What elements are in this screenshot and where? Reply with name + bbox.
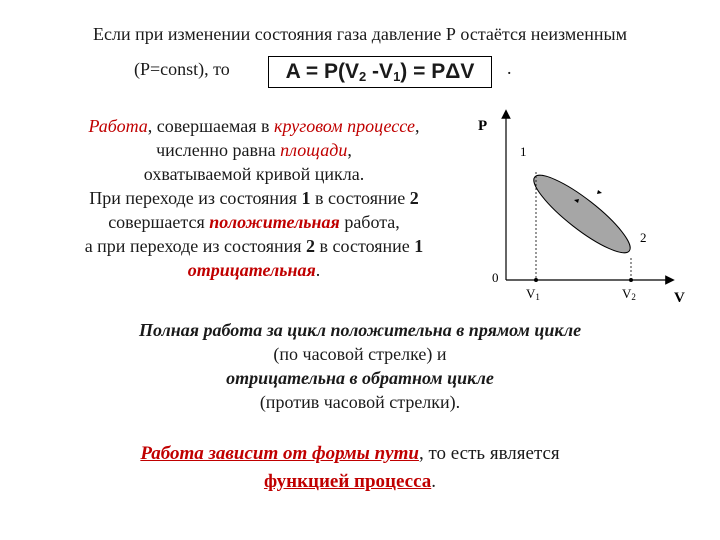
cycle-ellipse bbox=[525, 165, 638, 263]
para-text: . bbox=[315, 260, 321, 280]
term-area: площади bbox=[280, 140, 348, 160]
para-text: в состояние bbox=[315, 236, 415, 256]
para-line-4 bbox=[26, 186, 482, 210]
para-text: , совершаемая в bbox=[147, 116, 275, 136]
bottom1-line-4: (против часовой стрелки). bbox=[259, 392, 461, 412]
term-negative: отрицательная bbox=[187, 260, 316, 280]
state-2-label: 2 bbox=[640, 230, 647, 245]
para-text: . bbox=[431, 471, 437, 492]
v2-label: V2 bbox=[622, 286, 636, 302]
para-line-6 bbox=[26, 234, 482, 258]
upper-arrow-icon bbox=[597, 190, 602, 194]
term-circular-process: круговом процессе bbox=[274, 116, 416, 136]
formula-part-a: A = P(V bbox=[285, 60, 359, 83]
para-line-1 bbox=[26, 114, 482, 138]
bottom2-line-1 bbox=[70, 440, 630, 468]
para-text: совершается bbox=[108, 212, 210, 232]
para-line-3: охватываемой кривой цикла. bbox=[143, 164, 365, 184]
formula-sub-1: 1 bbox=[393, 69, 401, 84]
para-text: При переходе из состояния bbox=[89, 188, 302, 208]
para-text: в состояние bbox=[310, 188, 410, 208]
para-text: , то есть является bbox=[418, 443, 560, 464]
para-line-2 bbox=[26, 138, 482, 162]
process-function-paragraph bbox=[70, 440, 630, 496]
header-line-2: (Р=const), то bbox=[134, 59, 230, 79]
term-path-dependence: Работа зависит от формы пути bbox=[140, 443, 419, 464]
v1-label: V1 bbox=[526, 286, 540, 302]
state-number: 1 bbox=[414, 236, 424, 256]
term-positive: положительная bbox=[209, 212, 340, 232]
state-number: 2 bbox=[306, 236, 316, 256]
cycle-sign-paragraph bbox=[60, 318, 660, 414]
para-text: , bbox=[347, 140, 352, 160]
x-axis-label: V bbox=[674, 290, 685, 306]
v2-point bbox=[629, 278, 633, 282]
header-line-1: Если при изменении состояния газа давление Р остаётся неизменным bbox=[92, 24, 627, 44]
term-work: Работа bbox=[88, 116, 148, 136]
formula-part-end: ) = PΔV bbox=[400, 60, 475, 83]
formula-sub-2: 2 bbox=[358, 69, 367, 84]
v1-point bbox=[534, 278, 538, 282]
trailing-dot: . bbox=[507, 58, 512, 78]
bottom1-line-3: отрицательна в обратном цикле bbox=[226, 368, 494, 388]
para-text: работа, bbox=[339, 212, 400, 232]
para-text: а при переходе из состояния bbox=[84, 236, 307, 256]
bottom1-line-2: (по часовой стрелке) и bbox=[273, 344, 447, 364]
para-line-7 bbox=[26, 258, 482, 282]
para-line-5 bbox=[26, 210, 482, 234]
bottom1-line-1: Полная работа за цикл положительна в прямом цикле bbox=[138, 320, 582, 340]
state-number: 2 bbox=[409, 188, 419, 208]
term-process-function: функцией процесса bbox=[263, 471, 432, 492]
y-axis-label: P bbox=[478, 118, 488, 134]
cycle-work-paragraph bbox=[26, 114, 482, 282]
state-number: 1 bbox=[301, 188, 311, 208]
pv-cycle-diagram bbox=[470, 108, 700, 308]
state-1-label: 1 bbox=[520, 144, 527, 159]
work-formula-box bbox=[268, 56, 492, 88]
para-text: , bbox=[415, 116, 420, 136]
bottom2-line-2 bbox=[70, 468, 630, 496]
para-text: численно равна bbox=[156, 140, 281, 160]
formula-part-mid: -V bbox=[366, 60, 394, 83]
origin-label: 0 bbox=[492, 270, 499, 285]
